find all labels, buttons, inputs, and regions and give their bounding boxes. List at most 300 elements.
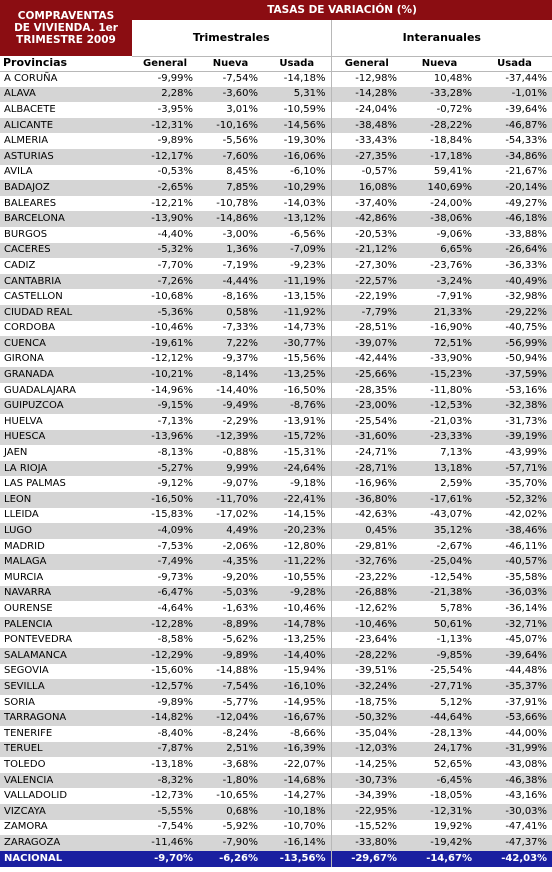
trimestral-nueva-cell: -11,70% [198,492,263,508]
table-row [0,601,552,617]
trimestral-usada-cell: -14,73% [263,321,331,337]
interanual-usada-cell: -44,00% [477,726,552,742]
table-row [0,492,552,508]
interanual-nueva-cell: -0,72% [402,102,477,118]
trimestral-general-cell: -14,96% [132,383,198,399]
interanual-usada-cell: -52,32% [477,492,552,508]
trimestral-usada-cell: -14,03% [263,196,331,212]
provincia-cell: CUENCA [0,336,132,352]
trimestral-usada-cell: -14,78% [263,617,331,633]
trimestral-usada-cell: -30,77% [263,336,331,352]
trimestral-usada-cell: -19,30% [263,133,331,149]
interanual-usada-cell: -29,22% [477,305,552,321]
trimestral-general-cell: -12,21% [132,196,198,212]
interanual-nueva-cell: -17,18% [402,149,477,165]
trimestral-usada-cell: -22,07% [263,757,331,773]
provincia-cell: CANTABRIA [0,274,132,290]
interanual-general-cell: -25,66% [331,367,402,383]
provincia-cell: GRANADA [0,367,132,383]
trimestral-general-cell: -12,12% [132,352,198,368]
provincia-cell: MADRID [0,539,132,555]
trimestral-usada-cell: -14,18% [263,71,331,87]
trimestral-general-cell: -12,57% [132,679,198,695]
provincia-cell: PONTEVEDRA [0,632,132,648]
trimestral-nueva-cell: -8,89% [198,617,263,633]
trimestral-nueva-cell: 3,01% [198,102,263,118]
trimestral-nueva-cell: -7,33% [198,321,263,337]
trimestral-nueva-cell: -5,56% [198,133,263,149]
interanual-usada-cell: -1,01% [477,87,552,103]
table-row [0,648,552,664]
provincia-cell: HUELVA [0,414,132,430]
interanual-usada-cell: -36,03% [477,586,552,602]
trimestral-general-cell: -7,87% [132,742,198,758]
interanual-nueva-cell: -12,54% [402,570,477,586]
interanual-nueva-cell: 24,17% [402,742,477,758]
provincia-cell: PALENCIA [0,617,132,633]
table-title-line: COMPRAVENTAS [17,10,115,22]
trimestral-general-cell: -9,73% [132,570,198,586]
interanual-general-cell: -32,76% [331,554,402,570]
interanual-usada-cell: -32,38% [477,398,552,414]
trimestral-usada-cell: -13,91% [263,414,331,430]
interanual-nueva-cell: -33,90% [402,352,477,368]
interanual-nueva-cell: 5,12% [402,695,477,711]
trimestral-nueva-cell: -8,16% [198,289,263,305]
trimestral-usada-cell: -14,40% [263,648,331,664]
table-row [0,336,552,352]
provincia-cell: LUGO [0,523,132,539]
group-header-interanuales: Interanuales [331,20,552,56]
trimestral-nueva-cell: -14,88% [198,664,263,680]
table-row [0,243,552,259]
interanual-general-cell: -22,19% [331,289,402,305]
trimestral-nueva-cell: -9,37% [198,352,263,368]
interanual-nueva-cell: -2,67% [402,539,477,555]
interanual-nueva-cell: -9,85% [402,648,477,664]
table-row [0,352,552,368]
interanual-nueva-cell: -12,53% [402,398,477,414]
trimestral-general-cell: -19,61% [132,336,198,352]
trimestral-general-cell: -5,32% [132,243,198,259]
interanual-general-cell: -42,63% [331,508,402,524]
trimestral-usada-cell: -10,59% [263,102,331,118]
table-row [0,617,552,633]
provincia-cell: NAVARRA [0,586,132,602]
interanual-nueva-cell: -38,06% [402,211,477,227]
table-row [0,445,552,461]
interanual-general-cell: -27,35% [331,149,402,165]
table-row [0,726,552,742]
trimestral-usada-cell: -6,56% [263,227,331,243]
trimestral-general-cell: -9,99% [132,71,198,87]
trimestral-nueva-cell: 1,36% [198,243,263,259]
trimestral-usada-cell: 5,31% [263,87,331,103]
interanual-nueva-cell: 2,59% [402,476,477,492]
trimestral-general-cell: -5,36% [132,305,198,321]
interanual-usada-cell: -39,64% [477,648,552,664]
trimestral-nueva-cell: -7,60% [198,149,263,165]
interanual-usada-cell: -35,70% [477,476,552,492]
provincia-cell: CIUDAD REAL [0,305,132,321]
interanual-nueva-cell: 21,33% [402,305,477,321]
trimestral-nueva-cell: -3,00% [198,227,263,243]
trimestral-general-cell: -9,70% [132,851,198,867]
total-row [0,851,552,867]
trimestral-nueva-cell: 7,85% [198,180,263,196]
trimestral-usada-cell: -14,15% [263,508,331,524]
provincia-cell: GUIPUZCOA [0,398,132,414]
trimestral-usada-cell: -22,41% [263,492,331,508]
interanual-usada-cell: -43,16% [477,788,552,804]
interanual-general-cell: -21,12% [331,243,402,259]
trimestral-usada-cell: -15,94% [263,664,331,680]
trimestral-general-cell: -0,53% [132,165,198,181]
trimestral-nueva-cell: -5,03% [198,586,263,602]
interanual-general-cell: -38,48% [331,118,402,134]
interanual-general-cell: -10,46% [331,617,402,633]
interanual-nueva-cell: -24,00% [402,196,477,212]
trimestral-nueva-cell: 7,22% [198,336,263,352]
interanual-general-cell: -7,79% [331,305,402,321]
provincia-cell: JAEN [0,445,132,461]
trimestral-usada-cell: -11,92% [263,305,331,321]
trimestral-nueva-cell: -2,06% [198,539,263,555]
column-header-usada: Usada [477,56,552,71]
trimestral-general-cell: -12,31% [132,118,198,134]
interanual-general-cell: -23,64% [331,632,402,648]
trimestral-nueva-cell: -17,02% [198,508,263,524]
interanual-usada-cell: -50,94% [477,352,552,368]
trimestral-nueva-cell: -4,44% [198,274,263,290]
table-row [0,508,552,524]
provincia-cell: TERUEL [0,742,132,758]
interanual-nueva-cell: -23,76% [402,258,477,274]
interanual-usada-cell: -30,03% [477,804,552,820]
table-row [0,180,552,196]
interanual-nueva-cell: -23,33% [402,430,477,446]
interanual-general-cell: -23,22% [331,570,402,586]
trimestral-nueva-cell: -9,89% [198,648,263,664]
trimestral-usada-cell: -13,56% [263,851,331,867]
table-row [0,710,552,726]
interanual-general-cell: -29,81% [331,539,402,555]
provincia-cell: CACERES [0,243,132,259]
trimestral-usada-cell: -20,23% [263,523,331,539]
interanual-general-cell: 16,08% [331,180,402,196]
table-row [0,367,552,383]
interanual-usada-cell: -37,59% [477,367,552,383]
interanual-general-cell: -39,07% [331,336,402,352]
trimestral-nueva-cell: -12,39% [198,430,263,446]
provincia-cell: LEON [0,492,132,508]
trimestral-usada-cell: -10,29% [263,180,331,196]
interanual-general-cell: -0,57% [331,165,402,181]
provincia-cell: TARRAGONA [0,710,132,726]
interanual-usada-cell: -37,91% [477,695,552,711]
trimestral-usada-cell: -11,19% [263,274,331,290]
trimestral-nueva-cell: -4,35% [198,554,263,570]
trimestral-usada-cell: -15,72% [263,430,331,446]
trimestral-nueva-cell: 8,45% [198,165,263,181]
table-row [0,523,552,539]
column-header-general: General [132,56,198,71]
interanual-general-cell: -12,03% [331,742,402,758]
interanual-nueva-cell: -14,67% [402,851,477,867]
table-row [0,773,552,789]
trimestral-usada-cell: -16,06% [263,149,331,165]
trimestral-nueva-cell: -8,24% [198,726,263,742]
trimestral-general-cell: -4,64% [132,601,198,617]
trimestral-usada-cell: -13,15% [263,289,331,305]
interanual-usada-cell: -26,64% [477,243,552,259]
trimestral-nueva-cell: -6,26% [198,851,263,867]
trimestral-nueva-cell: -1,63% [198,601,263,617]
trimestral-usada-cell: -13,12% [263,211,331,227]
group-header-trimestrales: Trimestrales [132,20,331,56]
interanual-nueva-cell: 19,92% [402,820,477,836]
trimestral-general-cell: -12,73% [132,788,198,804]
trimestral-general-cell: -7,53% [132,539,198,555]
interanual-nueva-cell: -7,91% [402,289,477,305]
interanual-usada-cell: -56,99% [477,336,552,352]
interanual-general-cell: -28,22% [331,648,402,664]
table-row [0,476,552,492]
table-row [0,165,552,181]
trimestral-usada-cell: -13,25% [263,632,331,648]
trimestral-general-cell: -10,68% [132,289,198,305]
interanual-nueva-cell: -21,03% [402,414,477,430]
interanual-general-cell: -22,57% [331,274,402,290]
trimestral-nueva-cell: -7,54% [198,679,263,695]
provincia-cell: MURCIA [0,570,132,586]
interanual-usada-cell: -53,66% [477,710,552,726]
provincia-cell: ALMERIA [0,133,132,149]
trimestral-usada-cell: -15,56% [263,352,331,368]
trimestral-general-cell: -4,09% [132,523,198,539]
interanual-nueva-cell: 140,69% [402,180,477,196]
provincia-cell: SEVILLA [0,679,132,695]
trimestral-usada-cell: -14,68% [263,773,331,789]
provincia-cell: OURENSE [0,601,132,617]
interanual-usada-cell: -43,99% [477,445,552,461]
trimestral-nueva-cell: -9,20% [198,570,263,586]
interanual-general-cell: -25,54% [331,414,402,430]
provincia-cell: LLEIDA [0,508,132,524]
trimestral-nueva-cell: -7,90% [198,835,263,851]
column-header-general: General [331,56,402,71]
interanual-nueva-cell: -21,38% [402,586,477,602]
trimestral-usada-cell: -9,18% [263,476,331,492]
provincia-cell: MALAGA [0,554,132,570]
interanual-nueva-cell: -11,80% [402,383,477,399]
trimestral-general-cell: -4,40% [132,227,198,243]
trimestral-general-cell: -8,13% [132,445,198,461]
table-row [0,227,552,243]
interanual-general-cell: -42,86% [331,211,402,227]
trimestral-usada-cell: -12,80% [263,539,331,555]
table-row [0,742,552,758]
table-title-line: DE VIVIENDA. 1er [14,22,118,34]
interanual-nueva-cell: -25,04% [402,554,477,570]
table-row [0,586,552,602]
interanual-nueva-cell: -3,24% [402,274,477,290]
trimestral-general-cell: -12,29% [132,648,198,664]
provincia-cell: VIZCAYA [0,804,132,820]
provincia-cell: BALEARES [0,196,132,212]
trimestral-nueva-cell: -14,86% [198,211,263,227]
table-body [0,71,552,867]
interanual-usada-cell: -35,58% [477,570,552,586]
provincia-cell: BURGOS [0,227,132,243]
interanual-nueva-cell: 10,48% [402,71,477,87]
interanual-general-cell: -24,04% [331,102,402,118]
interanual-usada-cell: -57,71% [477,461,552,477]
interanual-usada-cell: -43,08% [477,757,552,773]
interanual-general-cell: -12,62% [331,601,402,617]
trimestral-nueva-cell: 9,99% [198,461,263,477]
trimestral-usada-cell: -10,70% [263,820,331,836]
interanual-general-cell: -24,71% [331,445,402,461]
table-row [0,274,552,290]
trimestral-usada-cell: -10,55% [263,570,331,586]
interanual-usada-cell: -39,64% [477,102,552,118]
trimestral-general-cell: -5,55% [132,804,198,820]
interanual-nueva-cell: -25,54% [402,664,477,680]
provincia-cell: A CORUÑA [0,71,132,87]
table-row [0,570,552,586]
interanual-nueva-cell: -18,05% [402,788,477,804]
interanual-general-cell: -22,95% [331,804,402,820]
interanual-general-cell: -28,35% [331,383,402,399]
provincia-cell: GUADALAJARA [0,383,132,399]
provincia-cell: ALAVA [0,87,132,103]
interanual-usada-cell: -42,03% [477,851,552,867]
trimestral-general-cell: -7,70% [132,258,198,274]
trimestral-usada-cell: -9,28% [263,586,331,602]
interanual-usada-cell: -40,57% [477,554,552,570]
interanual-usada-cell: -37,44% [477,71,552,87]
trimestral-usada-cell: -16,14% [263,835,331,851]
trimestral-general-cell: -13,18% [132,757,198,773]
table-row [0,321,552,337]
interanual-general-cell: -16,96% [331,476,402,492]
provincia-cell: AVILA [0,165,132,181]
trimestral-nueva-cell: 0,58% [198,305,263,321]
interanual-usada-cell: -31,99% [477,742,552,758]
trimestral-nueva-cell: -12,04% [198,710,263,726]
table-title [0,0,132,56]
provincia-cell: VALENCIA [0,773,132,789]
table-row [0,305,552,321]
trimestral-nueva-cell: 4,49% [198,523,263,539]
interanual-nueva-cell: -33,28% [402,87,477,103]
trimestral-general-cell: -16,50% [132,492,198,508]
trimestral-general-cell: -9,12% [132,476,198,492]
table-row [0,430,552,446]
interanual-usada-cell: -46,11% [477,539,552,555]
trimestral-general-cell: -10,21% [132,367,198,383]
trimestral-general-cell: -9,89% [132,133,198,149]
provincia-cell: CASTELLON [0,289,132,305]
interanual-usada-cell: -39,19% [477,430,552,446]
interanual-general-cell: -15,52% [331,820,402,836]
trimestral-usada-cell: -8,76% [263,398,331,414]
provincia-cell: HUESCA [0,430,132,446]
trimestral-general-cell: -8,40% [132,726,198,742]
interanual-usada-cell: -31,73% [477,414,552,430]
table-row [0,804,552,820]
trimestral-nueva-cell: -10,78% [198,196,263,212]
interanual-general-cell: -42,44% [331,352,402,368]
trimestral-usada-cell: -13,25% [263,367,331,383]
interanual-general-cell: -35,04% [331,726,402,742]
column-header-usada: Usada [263,56,331,71]
interanual-general-cell: -30,73% [331,773,402,789]
trimestral-nueva-cell: -0,88% [198,445,263,461]
table-row [0,664,552,680]
trimestral-general-cell: -12,17% [132,149,198,165]
table-row [0,757,552,773]
interanual-general-cell: -31,60% [331,430,402,446]
interanual-nueva-cell: 6,65% [402,243,477,259]
interanual-general-cell: -12,98% [331,71,402,87]
trimestral-general-cell: -7,13% [132,414,198,430]
trimestral-general-cell: -12,28% [132,617,198,633]
trimestral-general-cell: -15,60% [132,664,198,680]
tasas-header: TASAS DE VARIACIÓN (%) [132,0,552,20]
interanual-usada-cell: -34,86% [477,149,552,165]
trimestral-nueva-cell: 0,68% [198,804,263,820]
interanual-usada-cell: -36,33% [477,258,552,274]
provincia-cell: SORIA [0,695,132,711]
interanual-nueva-cell: -44,64% [402,710,477,726]
interanual-usada-cell: -53,16% [477,383,552,399]
interanual-general-cell: -20,53% [331,227,402,243]
provincia-cell: TENERIFE [0,726,132,742]
interanual-nueva-cell: -18,84% [402,133,477,149]
interanual-nueva-cell: -9,06% [402,227,477,243]
provincia-cell: SALAMANCA [0,648,132,664]
provincia-cell: BARCELONA [0,211,132,227]
interanual-usada-cell: -47,37% [477,835,552,851]
trimestral-general-cell: -7,26% [132,274,198,290]
interanual-nueva-cell: -28,22% [402,118,477,134]
interanual-nueva-cell: -19,42% [402,835,477,851]
interanual-general-cell: -27,30% [331,258,402,274]
provincia-cell: VALLADOLID [0,788,132,804]
interanual-nueva-cell: -43,07% [402,508,477,524]
trimestral-general-cell: -5,27% [132,461,198,477]
table-row [0,398,552,414]
interanual-general-cell: -50,32% [331,710,402,726]
interanual-nueva-cell: -12,31% [402,804,477,820]
trimestral-general-cell: -3,95% [132,102,198,118]
interanual-nueva-cell: -1,13% [402,632,477,648]
trimestral-usada-cell: -6,10% [263,165,331,181]
interanual-usada-cell: -54,33% [477,133,552,149]
trimestral-nueva-cell: -3,68% [198,757,263,773]
trimestral-general-cell: -6,47% [132,586,198,602]
interanual-usada-cell: -21,67% [477,165,552,181]
trimestral-general-cell: -10,46% [132,321,198,337]
interanual-general-cell: -29,67% [331,851,402,867]
provincia-cell: ASTURIAS [0,149,132,165]
interanual-general-cell: -23,00% [331,398,402,414]
interanual-usada-cell: -42,02% [477,508,552,524]
trimestral-nueva-cell: -7,19% [198,258,263,274]
provincia-cell: ZARAGOZA [0,835,132,851]
